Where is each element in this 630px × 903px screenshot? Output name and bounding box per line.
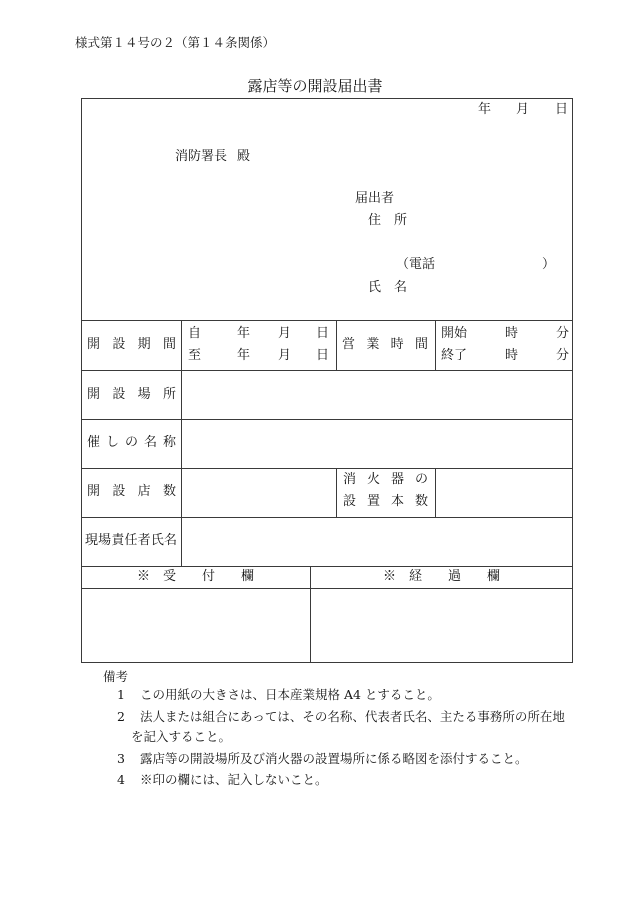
note-text-continuation: を記入すること。	[131, 729, 232, 744]
reception-value-cell	[82, 589, 310, 662]
event-name-label: 催しの名称	[87, 435, 176, 450]
period-to-day: 日	[316, 348, 330, 363]
applicant-label: 届出者	[355, 191, 395, 206]
note-text: 露店等の開設場所及び消火器の設置場所に係る略図を添付すること。	[140, 751, 528, 766]
manager-label: 現場責任者氏名	[85, 533, 177, 548]
period-to-month: 月	[278, 348, 292, 363]
period-label: 開設期間	[87, 337, 176, 352]
store-count-value-cell	[182, 469, 336, 517]
note-text: 法人または組合にあっては、その名称、代表者氏名、主たる事務所の所在地	[140, 709, 565, 724]
period-from-month: 月	[278, 326, 292, 341]
period-from-prefix: 自	[188, 326, 202, 341]
location-value-cell	[182, 371, 572, 419]
date-day-label: 日	[555, 102, 569, 117]
address-label: 住 所	[368, 213, 408, 228]
phone-close-paren: ）	[542, 257, 556, 272]
manager-value-cell	[182, 518, 572, 566]
form-number: 様式第１４号の２（第１４条関係）	[75, 35, 276, 50]
hours-label: 営業時間	[342, 337, 428, 352]
reception-column-header: ※ 受 付 欄	[136, 569, 254, 584]
note-number: 2	[117, 709, 125, 724]
date-year-label: 年	[478, 102, 492, 117]
notes-heading: 備考	[103, 669, 129, 684]
hours-end-prefix: 終了	[441, 348, 468, 363]
note-number: 1	[117, 687, 125, 702]
period-from-year: 年	[237, 326, 251, 341]
period-to-year: 年	[237, 348, 251, 363]
progress-value-cell	[311, 589, 572, 662]
addressee-label: 消防署長	[175, 149, 228, 164]
date-month-label: 月	[516, 102, 530, 117]
header-section	[82, 99, 572, 320]
phone-label: （電話	[396, 257, 436, 272]
note-number: 4	[117, 772, 125, 787]
hours-end-hour: 時	[505, 348, 519, 363]
form-title: 露店等の開設届出書	[247, 77, 383, 95]
name-label: 氏 名	[368, 280, 408, 295]
progress-column-header: ※ 経 過 欄	[382, 569, 500, 584]
period-to-prefix: 至	[188, 348, 202, 363]
store-count-label: 開設店数	[87, 484, 176, 499]
event-name-value-cell	[182, 420, 572, 468]
hours-end-minute: 分	[556, 348, 570, 363]
hours-start-prefix: 開始	[441, 326, 468, 341]
note-text: この用紙の大きさは、日本産業規格 A4 とすること。	[140, 687, 440, 702]
note-text: ※印の欄には、記入しないこと。	[140, 772, 328, 787]
location-label: 開設場所	[87, 387, 176, 402]
period-from-day: 日	[316, 326, 330, 341]
hours-start-minute: 分	[556, 326, 570, 341]
note-number: 3	[117, 751, 125, 766]
honorific-label: 殿	[237, 149, 251, 164]
extinguisher-count-value-cell	[436, 469, 572, 517]
extinguisher-label-line2: 設置本数	[343, 494, 428, 509]
hours-start-hour: 時	[505, 326, 519, 341]
period-value-cell	[182, 321, 336, 370]
extinguisher-label-line1: 消火器の	[343, 472, 428, 487]
